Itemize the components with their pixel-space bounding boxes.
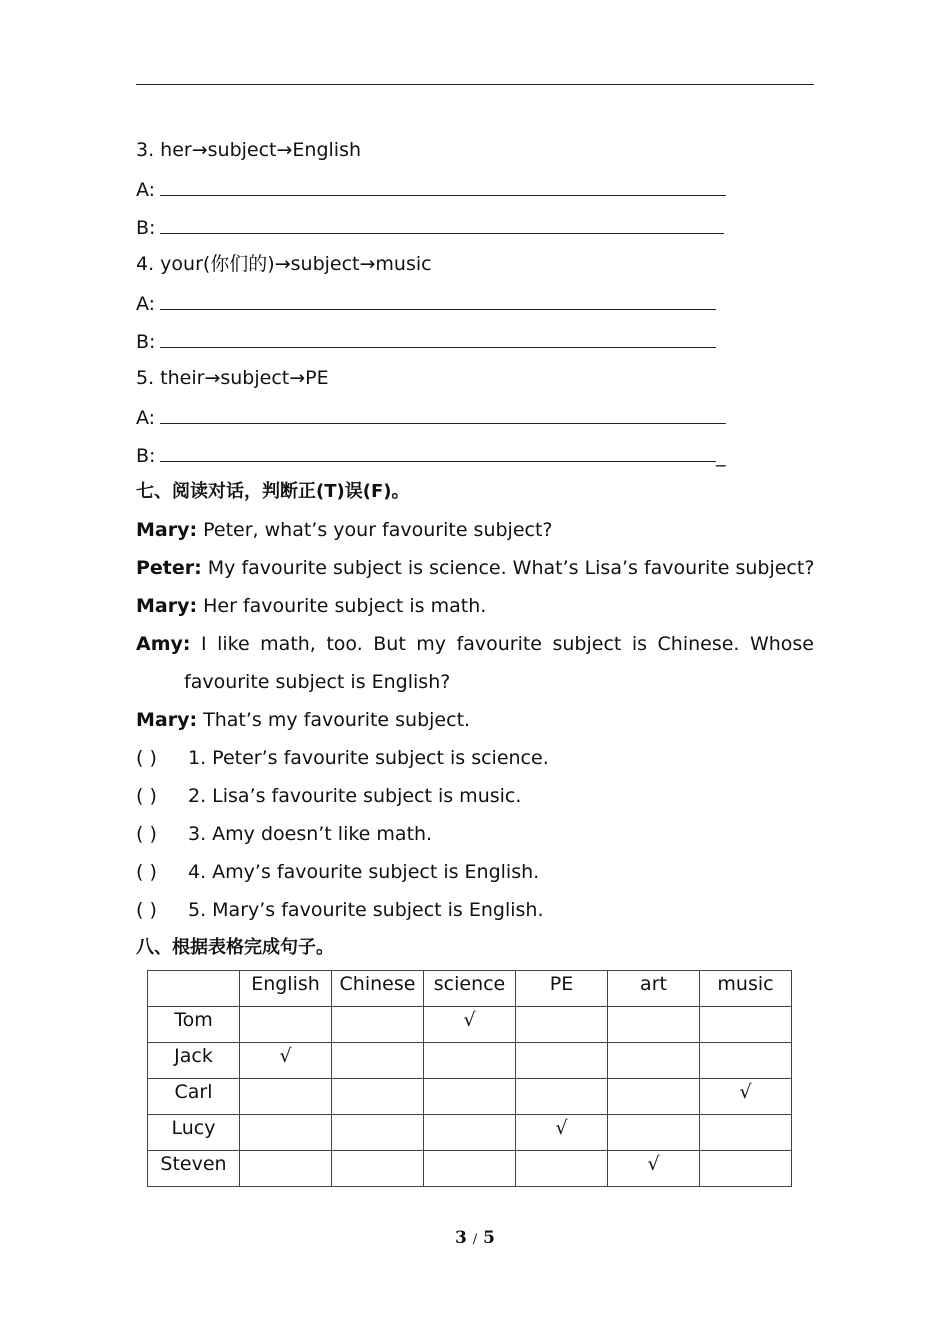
- current-page: 3: [455, 1228, 467, 1248]
- dialogue-text: That’s my favourite subject.: [197, 709, 471, 731]
- speaker-name: Mary:: [136, 595, 198, 617]
- table-header-cell: music: [700, 971, 792, 1007]
- row-name-cell: Lucy: [148, 1115, 240, 1151]
- table-cell: [700, 1007, 792, 1043]
- speaker-name: Mary:: [136, 519, 198, 541]
- answer-line-a: [136, 290, 716, 316]
- table-header-cell: art: [608, 971, 700, 1007]
- row-name-cell: Carl: [148, 1079, 240, 1115]
- table-header-row: [148, 971, 792, 1007]
- table-cell: [608, 1007, 700, 1043]
- speaker-name: Peter:: [136, 557, 202, 579]
- table-cell: [516, 1079, 608, 1115]
- statement-text: 5. Mary’s favourite subject is English.: [188, 899, 544, 921]
- table-cell: [700, 1043, 792, 1079]
- table-cell: [424, 1043, 516, 1079]
- subject-table: [147, 970, 792, 1187]
- dialogue-line: [136, 708, 470, 732]
- table-cell: [240, 1115, 332, 1151]
- answer-paren[interactable]: ( ): [136, 899, 157, 921]
- table-cell: [332, 1007, 424, 1043]
- table-cell: [240, 1079, 332, 1115]
- answer-paren[interactable]: ( ): [136, 747, 157, 769]
- statement-text: 2. Lisa’s favourite subject is music.: [188, 785, 522, 807]
- table-header-cell: Chinese: [332, 971, 424, 1007]
- table-cell: [608, 1079, 700, 1115]
- table-cell: [608, 1043, 700, 1079]
- table-row: [148, 1043, 792, 1079]
- total-pages: 5: [483, 1228, 495, 1248]
- row-name-cell: Steven: [148, 1151, 240, 1187]
- table-header-cell: [148, 971, 240, 1007]
- statement-text: 3. Amy doesn’t like math.: [188, 823, 433, 845]
- answer-label: A:: [136, 179, 156, 201]
- answer-blank[interactable]: [160, 328, 716, 348]
- answer-label: A:: [136, 407, 156, 429]
- answer-line-b: [136, 328, 716, 354]
- table-row: [148, 1079, 792, 1115]
- answer-paren[interactable]: ( ): [136, 823, 157, 845]
- answer-blank[interactable]: [160, 176, 726, 196]
- table-cell: [516, 1043, 608, 1079]
- page-number: [0, 1228, 950, 1248]
- tf-statement: [136, 784, 521, 808]
- dialogue-text: Peter, what’s your favourite subject?: [197, 519, 553, 541]
- answer-label: B:: [136, 217, 156, 239]
- dialogue-text: Her favourite subject is math.: [197, 595, 487, 617]
- table-cell: √: [700, 1079, 792, 1115]
- table-cell: [700, 1151, 792, 1187]
- dialogue-line: [136, 518, 553, 542]
- answer-blank[interactable]: [160, 214, 724, 234]
- table-cell: √: [516, 1115, 608, 1151]
- statement-text: 4. Amy’s favourite subject is English.: [188, 861, 540, 883]
- answer-label: A:: [136, 293, 156, 315]
- table-header-cell: PE: [516, 971, 608, 1007]
- answer-line-b: [136, 214, 724, 240]
- top-divider: [136, 84, 814, 85]
- tf-statement: [136, 898, 544, 922]
- dialogue-text: I like math, too. But my favourite subject is Chinese. Whose: [190, 633, 814, 655]
- table-cell: [516, 1151, 608, 1187]
- table-cell: [608, 1115, 700, 1151]
- answer-blank[interactable]: [160, 442, 716, 462]
- table-header-cell: English: [240, 971, 332, 1007]
- dialogue-text: My favourite subject is science. What’s Lisa’s favourite subject?: [201, 557, 815, 579]
- exercise8-heading: 八、根据表格完成句子。: [136, 937, 334, 958]
- dialogue-line: [136, 594, 486, 618]
- speaker-name: Mary:: [136, 709, 198, 731]
- answer-blank[interactable]: [160, 404, 726, 424]
- table-cell: [700, 1115, 792, 1151]
- table-cell: [332, 1043, 424, 1079]
- table-cell: √: [240, 1043, 332, 1079]
- table-row: [148, 1151, 792, 1187]
- exercise7-heading: 七、阅读对话，判断正(T)误(F)。: [136, 481, 410, 502]
- answer-label: B:: [136, 445, 156, 467]
- prompt-4: 4. your(你们的)→subject→music: [136, 253, 432, 275]
- tf-statement: [136, 746, 549, 770]
- answer-paren[interactable]: ( ): [136, 785, 157, 807]
- answer-line-a: [136, 176, 726, 202]
- statement-text: 1. Peter’s favourite subject is science.: [188, 747, 549, 769]
- table-row: [148, 1115, 792, 1151]
- answer-label: B:: [136, 331, 156, 353]
- table-cell: [424, 1079, 516, 1115]
- table-cell: [424, 1115, 516, 1151]
- dialogue-line: [136, 632, 814, 656]
- speaker-name: Amy:: [136, 633, 191, 655]
- table-cell: [424, 1151, 516, 1187]
- table-row: [148, 1007, 792, 1043]
- table-cell: [332, 1115, 424, 1151]
- dialogue-line: [136, 556, 814, 580]
- prompt-3: 3. her→subject→English: [136, 139, 362, 161]
- tf-statement: [136, 822, 432, 846]
- table-cell: √: [424, 1007, 516, 1043]
- table-cell: [516, 1007, 608, 1043]
- table-cell: √: [608, 1151, 700, 1187]
- row-name-cell: Jack: [148, 1043, 240, 1079]
- table-cell: [240, 1007, 332, 1043]
- answer-blank[interactable]: [160, 290, 716, 310]
- tf-statement: [136, 860, 539, 884]
- answer-paren[interactable]: ( ): [136, 861, 157, 883]
- prompt-5: 5. their→subject→PE: [136, 367, 329, 389]
- page-separator: /: [472, 1232, 478, 1247]
- dialogue-continuation: favourite subject is English?: [184, 671, 451, 693]
- table-header-cell: science: [424, 971, 516, 1007]
- answer-line-b: [136, 442, 726, 468]
- answer-line-a: [136, 404, 726, 430]
- trailing-mark: _: [716, 445, 726, 467]
- row-name-cell: Tom: [148, 1007, 240, 1043]
- table-cell: [332, 1151, 424, 1187]
- table-cell: [240, 1151, 332, 1187]
- table-cell: [332, 1079, 424, 1115]
